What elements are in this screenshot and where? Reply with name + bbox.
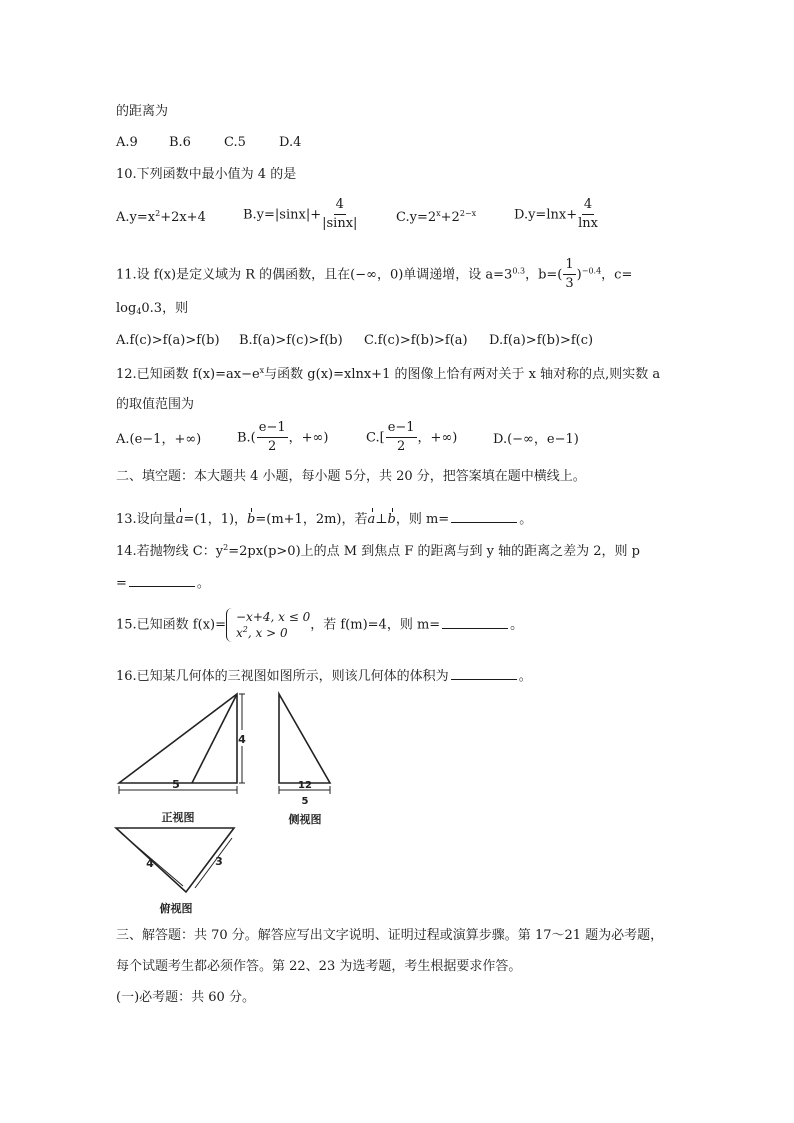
part1-heading: (一)必考题：共 60 分。 [116, 990, 255, 1005]
three-view-figure [100, 688, 360, 915]
side-view-caption: 侧视图 [288, 813, 322, 826]
q11-option-d: D.f(a)>f(b)>f(c) [489, 333, 594, 348]
top-view-caption: 俯视图 [159, 902, 193, 915]
q15-answer-blank[interactable] [442, 616, 508, 629]
piecewise-brace [226, 608, 233, 642]
q10-option-a: $A.y=x^2+2x+4$ [116, 209, 206, 225]
q11-option-c: C.f(c)>f(b)>f(a) [364, 333, 468, 348]
q9-option-c: C.5 [224, 135, 246, 150]
q16-answer-blank[interactable] [451, 667, 517, 680]
front-view-inner-edge [192, 694, 237, 783]
q12-stem-line2: 的取值范围为 [116, 397, 195, 412]
q10-stem: 10.下列函数中最小值为 4 的是 [116, 167, 297, 182]
q15-stem: 15.已知函数 f(x)= −x+4, x ≤ 0 $x^2$, x > 0 ，若 f(m)=4，则 m= 。 [116, 609, 524, 640]
q11-option-b: B.f(a)>f(c)>f(b) [239, 333, 343, 348]
side-dim-denominator: 5 [301, 796, 309, 807]
top-right-label: 3 [215, 855, 223, 868]
q14-stem-line2: = 。 [116, 576, 210, 591]
section2-heading: 二、填空题：本大题共 4 小题，每小题 5分，共 20 分，把答案填在题中横线上。 [116, 469, 586, 484]
q12-option-d: D.(−∞，e−1) [493, 432, 579, 447]
q10-option-b: B.y=|sinx|+ $\frac{4}{|\sin x|}$ [243, 197, 358, 232]
front-view-caption: 正视图 [161, 811, 195, 824]
q10-option-c: $C.y=2^x+2^{2-x}$ [396, 209, 477, 225]
q10-option-d: D.y=lnx+ $\frac{4}{\ln x}$ [514, 197, 598, 232]
q14-answer-blank[interactable] [129, 574, 195, 587]
q12-option-c: C.[ $\frac{e-1}{2}$ ，+∞) [366, 420, 458, 455]
q9-option-d: D.4 [279, 135, 302, 150]
section3-line1: 三、解答题：共 70 分。解答应写出文字说明、证明过程或演算步骤。第 17～21 题为必考题， [116, 928, 664, 943]
top-left-label: 4 [146, 857, 154, 870]
q9-continuation: 的距离为 [116, 104, 169, 119]
side-view-outline [279, 694, 330, 783]
q13-stem: 13.设向量a=(1，1)，b=(m+1，2m)，若a⊥b，则 m= 。 [116, 512, 533, 527]
q11-stem: 11.设 f(x)是定义域为 R 的偶函数，且在(−∞，0)单调递增，设 $a=3^{0.3}$，b=( $\frac{1}{3}$ )$^{-0.4}$，c= [116, 257, 633, 292]
front-height-label: 4 [238, 733, 246, 746]
q11-option-a: A.f(c)>f(a)>f(b) [116, 333, 220, 348]
front-view-outline [119, 694, 237, 783]
piecewise-cases: −x+4, x ≤ 0 $x^2$, x > 0 [236, 609, 311, 640]
q9-option-a: A.9 [116, 135, 138, 150]
section3-line2: 每个试题考生都必须作答。第 22、23 为选考题，考生根据要求作答。 [116, 959, 522, 974]
side-dim-numerator: 12 [298, 780, 312, 791]
front-base-label: 5 [172, 778, 180, 791]
q12-option-a: A.(e−1，+∞) [116, 432, 202, 447]
q16-stem: 16.已知某几何体的三视图如图所示，则该几何体的体积为 。 [116, 669, 532, 684]
q9-option-b: B.6 [169, 135, 191, 150]
q12-option-b: B.( $\frac{e-1}{2}$ ，+∞) [237, 420, 329, 455]
q12-stem: 12.已知函数 $f(x)=ax-e^x$与函数 g(x)=xlnx+1 的图像上恰有两对关于 x 轴对称的点,则实数 a [116, 366, 661, 382]
q11-stem-line2: $\log_40.3$，则 [116, 301, 189, 316]
q14-stem: 14.若抛物线 C：$y^2=2px(p>0)$上的点 M 到焦点 F 的距离与到 y 轴的距离之差为 2，则 p [116, 543, 640, 559]
q13-answer-blank[interactable] [451, 510, 517, 523]
